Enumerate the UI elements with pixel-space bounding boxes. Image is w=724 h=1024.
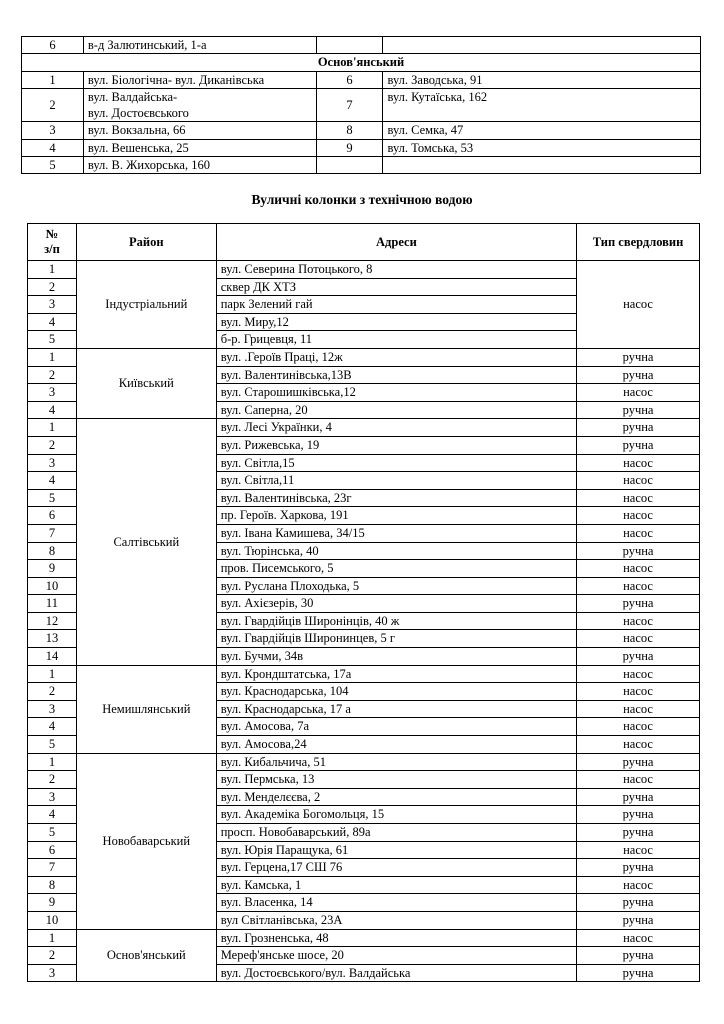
address-cell: парк Зелений гай [216,296,576,314]
type-cell: насос [577,261,700,349]
type-cell: ручна [577,436,700,454]
type-cell: насос [577,718,700,736]
row-number: 4 [28,718,77,736]
type-cell: ручна [577,542,700,560]
row-number: 1 [28,753,77,771]
row-number: 4 [28,313,77,331]
type-cell: насос [577,876,700,894]
address-cell: вул. Вокзальна, 66 [83,122,316,139]
address-cell: вул. Менделєєва, 2 [216,788,576,806]
address-cell: вул. Івана Камишева, 34/15 [216,524,576,542]
address-cell: в-д Залютинський, 1-а [83,37,316,54]
type-cell: насос [577,771,700,789]
type-cell: ручна [577,419,700,437]
address-cell [383,157,701,174]
type-cell: насос [577,454,700,472]
address-cell: вул. Юрія Паращука, 61 [216,841,576,859]
address-cell: вул. Северина Потоцького, 8 [216,261,576,279]
type-cell: насос [577,841,700,859]
row-number: 2 [28,683,77,701]
district-cell: Київський [76,348,216,418]
address-cell: вул. Валентинівська,13В [216,366,576,384]
addresses-table-continued [21,36,701,174]
type-cell: ручна [577,806,700,824]
address-cell: вул. Пермська, 13 [216,771,576,789]
row-number: 6 [28,841,77,859]
section-row [22,54,701,71]
row-number: 11 [28,595,77,613]
address-cell: вул. Власенка, 14 [216,894,576,912]
address-cell: вул. Бучми, 34в [216,648,576,666]
type-cell: ручна [577,964,700,982]
table-row [28,753,700,771]
type-cell: насос [577,560,700,578]
address-cell: вул. Світла,15 [216,454,576,472]
row-number: 8 [28,876,77,894]
row-number: 1 [28,665,77,683]
type-cell: ручна [577,366,700,384]
type-cell: ручна [577,648,700,666]
row-number: 6 [316,71,383,88]
section-heading: Вуличні колонки з технічною водою [251,192,473,207]
row-number: 2 [28,771,77,789]
type-cell: насос [577,665,700,683]
address-cell: вул. Тюрінська, 40 [216,542,576,560]
address-cell: вул. Гвардійців Широнинцев, 5 г [216,630,576,648]
address-cell: вул. Краснодарська, 17 а [216,700,576,718]
table-row [28,929,700,947]
address-cell: вул. Крондштатська, 17а [216,665,576,683]
type-cell: ручна [577,911,700,929]
address-cell: вул. Ахієзерів, 30 [216,595,576,613]
row-number: 8 [316,122,383,139]
address-cell [383,37,701,54]
address-cell: вул. Герцена,17 СШ 76 [216,859,576,877]
address-cell: вул. В. Жихорська, 160 [83,157,316,174]
row-number: 3 [28,384,77,402]
table-row [28,261,700,279]
address-cell: вул. Кутаїська, 162 [383,88,701,122]
row-number: 1 [28,929,77,947]
address-cell: вул. Амосова, 7а [216,718,576,736]
row-number: 9 [28,560,77,578]
address-cell: вул. Академіка Богомольця, 15 [216,806,576,824]
row-number: 2 [28,278,77,296]
row-number: 4 [22,139,84,156]
row-number: 3 [28,700,77,718]
address-cell: вул. Біологічна- вул. Диканівська [83,71,316,88]
row-number: 1 [28,261,77,279]
address-cell: вул. Достоєвського/вул. Валдайська [216,964,576,982]
address-cell: вул. Валдайська- вул. Достоєвського [83,88,316,122]
address-cell: сквер ДК ХТЗ [216,278,576,296]
table-row [22,88,701,122]
address-cell: пров. Писемського, 5 [216,560,576,578]
row-number: 13 [28,630,77,648]
district-cell: Основ'янський [76,929,216,982]
address-cell: вул. Кибальчича, 51 [216,753,576,771]
type-cell: ручна [577,788,700,806]
row-number: 3 [28,454,77,472]
address-cell: вул. Рижевська, 19 [216,436,576,454]
row-number: 2 [28,436,77,454]
type-cell: ручна [577,401,700,419]
row-number: 5 [22,157,84,174]
header-address: Адреси [216,224,576,261]
address-cell: вул. Валентинівська, 23г [216,489,576,507]
row-number: 7 [28,859,77,877]
type-cell: ручна [577,894,700,912]
row-number: 9 [316,139,383,156]
row-number: 2 [28,366,77,384]
type-cell: ручна [577,595,700,613]
row-number: 5 [28,331,77,349]
address-cell: просп. Новобаварський, 89а [216,824,576,842]
table-row [22,71,701,88]
type-cell: насос [577,524,700,542]
header-district: Район [76,224,216,261]
type-cell: насос [577,929,700,947]
district-cell: Новобаварський [76,753,216,929]
district-cell: Немишлянський [76,665,216,753]
address-cell: вул. Томська, 53 [383,139,701,156]
type-cell: ручна [577,824,700,842]
address-cell: вул. Саперна, 20 [216,401,576,419]
type-cell: насос [577,736,700,754]
type-cell: насос [577,577,700,595]
row-number: 3 [28,788,77,806]
row-number: 8 [28,542,77,560]
row-number: 10 [28,577,77,595]
district-cell: Індустріальний [76,261,216,349]
type-cell: насос [577,489,700,507]
technical-water-columns-table [27,223,700,982]
table-row [22,139,701,156]
row-number: 5 [28,736,77,754]
address-cell: вул. Семка, 47 [383,122,701,139]
type-cell: насос [577,472,700,490]
row-number: 1 [28,419,77,437]
row-number: 4 [28,806,77,824]
table-row [22,122,701,139]
type-cell: насос [577,507,700,525]
address-cell: пр. Героїв. Харкова, 191 [216,507,576,525]
address-cell: вул. Гвардійців Широнінців, 40 ж [216,612,576,630]
row-number: 3 [22,122,84,139]
row-number: 10 [28,911,77,929]
address-cell: вул. Грозненська, 48 [216,929,576,947]
address-cell: вул. Світла,11 [216,472,576,490]
row-number: 4 [28,401,77,419]
type-cell: ручна [577,348,700,366]
address-cell: б-р. Грицевця, 11 [216,331,576,349]
row-number: 1 [28,348,77,366]
table-row [28,419,700,437]
header-type: Тип свердловин [577,224,700,261]
section-title: Основ'янський [22,54,701,71]
address-cell: Мереф'янське шосе, 20 [216,947,576,965]
address-cell: вул. Заводська, 91 [383,71,701,88]
row-number: 3 [28,296,77,314]
row-number: 3 [28,964,77,982]
table-row [28,348,700,366]
type-cell: насос [577,630,700,648]
row-number [316,157,383,174]
row-number: 6 [22,37,84,54]
type-cell: ручна [577,753,700,771]
table-row [22,37,701,54]
address-cell: вул. .Героїв Праці, 12ж [216,348,576,366]
type-cell: насос [577,612,700,630]
type-cell: насос [577,683,700,701]
header-number: № з/п [28,224,77,261]
row-number: 2 [28,947,77,965]
row-number: 6 [28,507,77,525]
address-cell: вул. Лесі Українки, 4 [216,419,576,437]
row-number: 14 [28,648,77,666]
row-number: 9 [28,894,77,912]
row-number: 2 [22,88,84,122]
row-number: 4 [28,472,77,490]
table-header-row [28,224,700,261]
row-number: 5 [28,489,77,507]
type-cell: ручна [577,859,700,877]
address-cell: вул. Руслана Плоходька, 5 [216,577,576,595]
address-cell: вул. Краснодарська, 104 [216,683,576,701]
address-cell: вул. Амосова,24 [216,736,576,754]
row-number: 7 [28,524,77,542]
district-cell: Салтівський [76,419,216,665]
row-number [316,37,383,54]
row-number: 7 [316,88,383,122]
address-cell: вул Світланівська, 23А [216,911,576,929]
row-number: 5 [28,824,77,842]
row-number: 1 [22,71,84,88]
address-cell: вул. Камська, 1 [216,876,576,894]
address-cell: вул. Старошишківська,12 [216,384,576,402]
table-row [28,665,700,683]
row-number: 12 [28,612,77,630]
address-cell: вул. Миру,12 [216,313,576,331]
address-cell: вул. Вешенська, 25 [83,139,316,156]
type-cell: насос [577,700,700,718]
type-cell: насос [577,384,700,402]
type-cell: ручна [577,947,700,965]
table-row [22,157,701,174]
